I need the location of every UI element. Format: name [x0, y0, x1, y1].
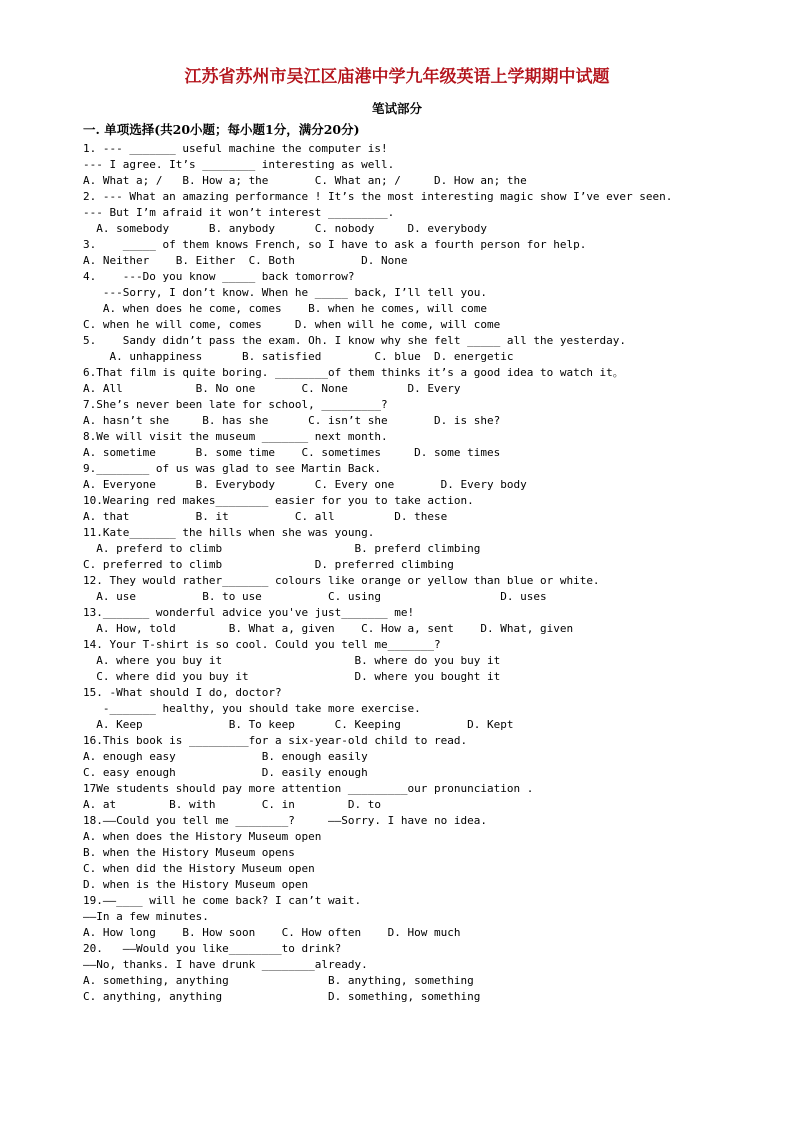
question-line: A. unhappiness B. satisfied C. blue D. energetic — [83, 350, 514, 363]
question-line: C. when did the History Museum open — [83, 862, 315, 875]
question-line: --- But I’m afraid it won’t interest _________. — [83, 206, 395, 219]
question-line: 20. ——Would you like________to drink? — [83, 942, 342, 955]
question-line: A. somebody B. anybody C. nobody D. everybody — [83, 222, 487, 235]
question-line: A. All B. No one C. None D. Every — [83, 382, 461, 395]
section-heading: 一. 单项选择(共20小题；每小题1分，满分20分) — [83, 122, 360, 137]
question-line: 16.This book is _________for a six-year-old child to read. — [83, 734, 468, 747]
question-line: A. use B. to use C. using D. uses — [83, 590, 547, 603]
question-line: A. something, anything B. anything, something — [83, 974, 474, 987]
question-line: A. How long B. How soon C. How often D. How much — [83, 926, 461, 939]
question-line: C. easy enough D. easily enough — [83, 766, 368, 779]
question-line: 9.________ of us was glad to see Martin Back. — [83, 462, 382, 475]
question-line: A. that B. it C. all D. these — [83, 510, 448, 523]
question-line: 3. _____ of them knows French, so I have to ask a fourth person for help. — [83, 238, 587, 251]
question-line: A. Neither B. Either C. Both D. None — [83, 254, 408, 267]
question-line: A. preferd to climb B. preferd climbing — [83, 542, 481, 555]
question-line: ——In a few minutes. — [83, 910, 209, 923]
question-line: A. How, told B. What a, given C. How a, sent D. What, given — [83, 622, 574, 635]
question-line: C. when he will come, comes D. when will he come, will come — [83, 318, 501, 331]
question-line: A. when does he come, comes B. when he comes, will come — [83, 302, 487, 315]
question-line: 7.She’s never been late for school, _________? — [83, 398, 388, 411]
question-line: 8.We will visit the museum _______ next month. — [83, 430, 388, 443]
question-line: 4. ---Do you know _____ back tomorrow? — [83, 270, 355, 283]
question-line: 11.Kate_______ the hills when she was young. — [83, 526, 375, 539]
question-line: A. What a; / B. How a; the C. What an; / D. How an; the — [83, 174, 527, 187]
question-line: 14. Your T-shirt is so cool. Could you tell me_______? — [83, 638, 441, 651]
question-line: A. sometime B. some time C. sometimes D. some times — [83, 446, 501, 459]
page-title: 江苏省苏州市吴江区庙港中学九年级英语上学期期中试题 — [184, 67, 610, 87]
question-line: 1. --- _______ useful machine the computer is! — [83, 142, 388, 155]
question-line: 15. -What should I do, doctor? — [83, 686, 282, 699]
question-line: A. Keep B. To keep C. Keeping D. Kept — [83, 718, 514, 731]
question-line: C. preferred to climb D. preferred climbing — [83, 558, 454, 571]
question-line: 10.Wearing red makes________ easier for you to take action. — [83, 494, 474, 507]
question-line: ---Sorry, I don’t know. When he _____ back, I’ll tell you. — [83, 286, 487, 299]
question-line: A. at B. with C. in D. to — [83, 798, 382, 811]
question-line: A. where you buy it B. where do you buy it — [83, 654, 501, 667]
question-line: -_______ healthy, you should take more exercise. — [83, 702, 421, 715]
question-line: 12. They would rather_______ colours like orange or yellow than blue or white. — [83, 574, 600, 587]
question-line: ——No, thanks. I have drunk ________already. — [83, 958, 368, 971]
question-line: A. Everyone B. Everybody C. Every one D. Every body — [83, 478, 527, 491]
question-list — [83, 141, 773, 1005]
question-line: A. enough easy B. enough easily — [83, 750, 368, 763]
question-line: 6.That film is quite boring. ________of them thinks it’s a good idea to watch it。 — [83, 366, 624, 379]
question-line: C. anything, anything D. something, something — [83, 990, 481, 1003]
question-line: A. hasn’t she B. has she C. isn’t she D. is she? — [83, 414, 501, 427]
question-line: --- I agree. It’s ________ interesting as well. — [83, 158, 395, 171]
question-line: 17We students should pay more attention _________our pronunciation . — [83, 782, 534, 795]
question-line: C. where did you buy it D. where you bought it — [83, 670, 501, 683]
section-subtitle: 笔试部分 — [371, 101, 422, 116]
question-line: 2. --- What an amazing performance ! It’s the most interesting magic show I’ve ever seen. — [83, 190, 673, 203]
question-line: D. when is the History Museum open — [83, 878, 309, 891]
question-line: 18.——Could you tell me ________? ——Sorry. I have no idea. — [83, 814, 487, 827]
question-line: A. when does the History Museum open — [83, 830, 322, 843]
question-line: 5. Sandy didn’t pass the exam. Oh. I know why she felt _____ all the yesterday. — [83, 334, 627, 347]
question-line: B. when the History Museum opens — [83, 846, 295, 859]
question-line: 19.——____ will he come back? I can’t wait. — [83, 894, 362, 907]
question-line: 13._______ wonderful advice you've just_______ me! — [83, 606, 415, 619]
